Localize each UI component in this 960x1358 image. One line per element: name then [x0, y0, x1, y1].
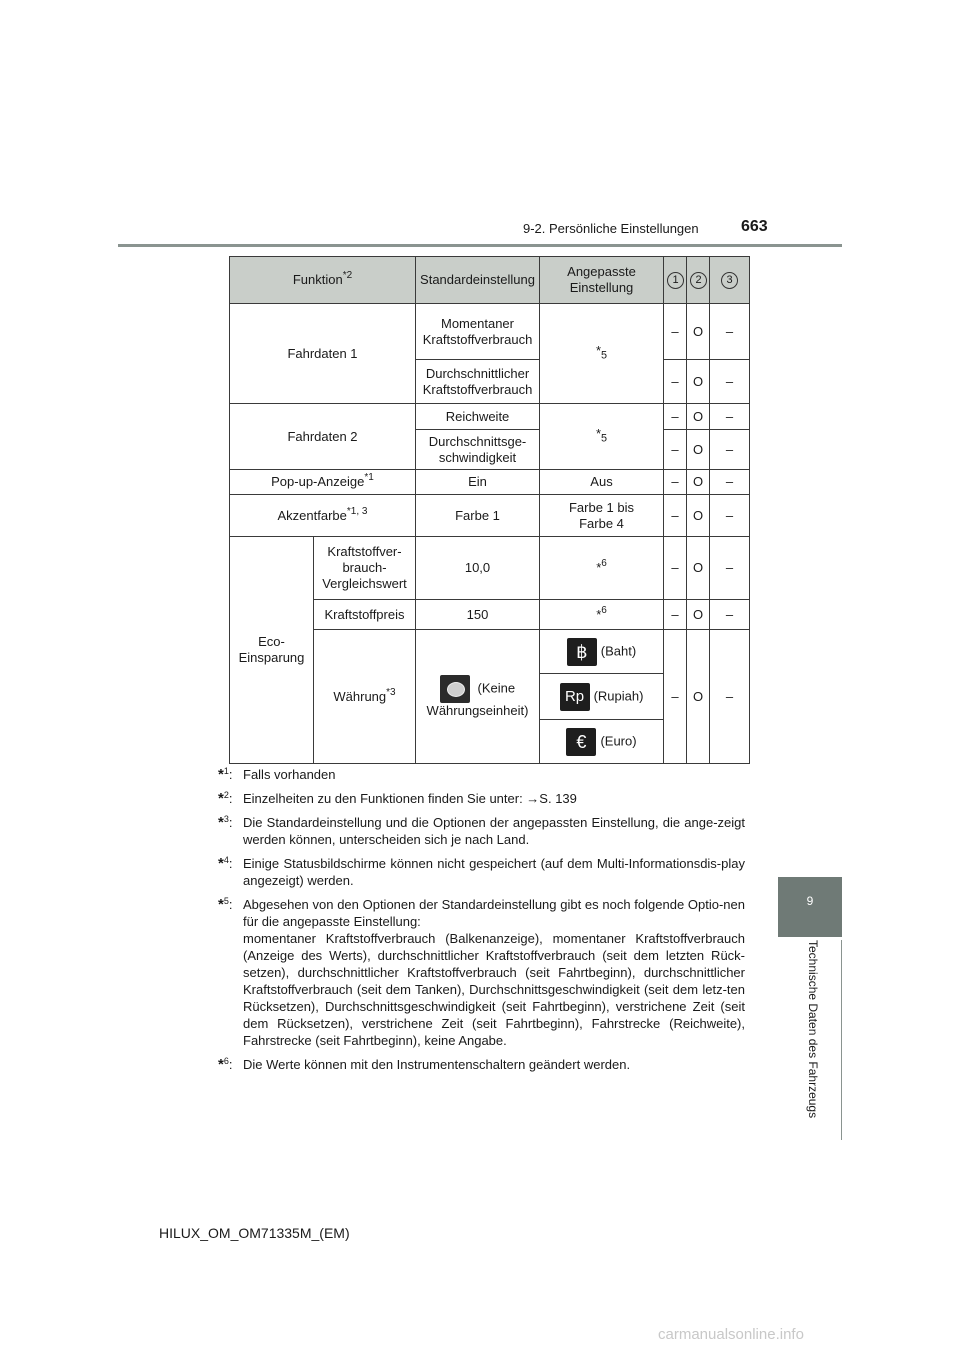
currency-rupiah: Rp (Rupiah)	[540, 674, 664, 720]
chapter-label: Technische Daten des Fahrzeugs	[806, 940, 820, 1119]
cell-dash: –	[710, 470, 750, 495]
chapter-tab[interactable]	[778, 877, 842, 937]
cell-o: O	[687, 304, 710, 360]
footnote: *$^3$: Die Standardeinstellung und die Optionen der angepassten Einstellung, die ange-zeigt werden können, unterscheiden sich je nach Land.	[218, 814, 745, 847]
footnote: *$^5$: Abgesehen von den Optionen der Standardeinstellung gibt es noch folgende Optio-nen für die angepasste Einstellung: momentaner Kraftstoffverbrauch (Balkenanzeige), momentaner Kraftstoffverbrauch (Anzeige des Werts), durchschnittlicher Kraftstoffverbrauch (seit dem letzten Rück-setzen), durchschnittlicher Kraftstoffverbrauch (seit Fahrtbeginn), durchschnittlicher Kraftstoffverbrauch (seit dem Tanken), Durchschnittsgeschwindigkeit (seit dem letz-ten Rücksetzen), Durchschnittsgeschwindigkeit (seit Fahrtbeginn), verstrichene Zeit (seit dem Rücksetzen), verstrichene Zeit (seit Fahrtbeginn), Fahrstrecke (Reichweite), Fahrstrecke (seit Fahrtbeginn), keine Angabe.	[218, 896, 745, 1048]
fahrdaten1-default-1: Momentaner Kraftstoffverbrauch	[416, 304, 540, 360]
cell-o: O	[687, 630, 710, 764]
eco-vergleich-custom: *$^6$	[540, 537, 664, 600]
header-col-2: 2	[687, 257, 710, 304]
cell-dash: –	[710, 495, 750, 537]
side-rule	[841, 940, 842, 1140]
akzent-default: Farbe 1	[416, 495, 540, 537]
footnote: *$^6$: Die Werte können mit den Instrumentenschaltern geändert werden.	[218, 1056, 631, 1073]
cell-dash: –	[664, 360, 687, 404]
section-title: 9-2. Persönliche Einstellungen	[523, 221, 699, 236]
cell-dash: –	[664, 404, 687, 430]
fahrdaten1-label: Fahrdaten 1	[230, 304, 416, 404]
fahrdaten1-custom: $*_5$	[540, 304, 664, 404]
eco-preis-label: Kraftstoffpreis	[314, 600, 416, 630]
footer-code: HILUX_OM_OM71335M_(EM)	[159, 1225, 350, 1241]
cell-dash: –	[664, 600, 687, 630]
footnote: *$^2$: Einzelheiten zu den Funktionen finden Sie unter: →S. 139	[218, 790, 577, 807]
popup-label: Pop-up-Anzeige$^{*1}$	[230, 470, 416, 495]
cell-o: O	[687, 537, 710, 600]
cell-o: O	[687, 360, 710, 404]
fahrdaten2-label: Fahrdaten 2	[230, 404, 416, 470]
cell-o: O	[687, 404, 710, 430]
table-header-row	[230, 257, 750, 304]
currency-baht: ฿ (Baht)	[540, 630, 664, 674]
currency-euro: € (Euro)	[540, 720, 664, 764]
eco-label: Eco- Einsparung	[230, 537, 314, 764]
eco-waehrung-default: (Keine Währungseinheit)	[416, 630, 540, 764]
rupiah-icon: Rp	[560, 683, 590, 711]
cell-dash: –	[664, 630, 687, 764]
cell-dash: –	[664, 430, 687, 470]
header-rule	[118, 244, 842, 247]
footnote: *$^1$: Falls vorhanden	[218, 766, 336, 783]
akzent-label: Akzentfarbe$^{*1, 3}$	[230, 495, 416, 537]
fahrdaten2-default-2: Durchschnittsge- schwindigkeit	[416, 430, 540, 470]
cell-dash: –	[710, 304, 750, 360]
cell-dash: –	[710, 430, 750, 470]
header-custom: Angepasste Einstellung	[540, 257, 664, 304]
cell-dash: –	[664, 304, 687, 360]
cell-dash: –	[664, 495, 687, 537]
euro-icon: €	[566, 728, 596, 756]
table-row	[230, 537, 750, 600]
akzent-custom: Farbe 1 bis Farbe 4	[540, 495, 664, 537]
fahrdaten1-default-2: Durchschnittlicher Kraftstoffverbrauch	[416, 360, 540, 404]
header-default: Standardeinstellung	[416, 257, 540, 304]
coins-icon	[440, 675, 470, 703]
cell-dash: –	[664, 470, 687, 495]
footnote: *$^4$: Einige Statusbildschirme können nicht gespeichert (auf dem Multi-Informationsdis-play angezeigt) werden.	[218, 855, 745, 888]
fahrdaten2-default-1: Reichweite	[416, 404, 540, 430]
header-col-1: 1	[664, 257, 687, 304]
eco-preis-custom: *$^6$	[540, 600, 664, 630]
header-col-3: 3	[710, 257, 750, 304]
cell-dash: –	[710, 630, 750, 764]
watermark[interactable]: carmanualsonline.info	[658, 1326, 804, 1343]
eco-preis-default: 150	[416, 600, 540, 630]
cell-dash: –	[710, 537, 750, 600]
cell-o: O	[687, 470, 710, 495]
header-function: Funktion$^{*2}$	[230, 257, 416, 304]
chapter-number: 9	[806, 894, 814, 908]
table-row	[230, 495, 750, 537]
table-row	[230, 470, 750, 495]
popup-default: Ein	[416, 470, 540, 495]
table-row	[230, 304, 750, 360]
footnotes	[218, 766, 745, 1080]
page-number: 663	[741, 218, 768, 235]
cell-o: O	[687, 430, 710, 470]
settings-table	[229, 256, 750, 764]
cell-o: O	[687, 600, 710, 630]
eco-waehrung-label: Währung$^{*3}$	[314, 630, 416, 764]
eco-vergleich-default: 10,0	[416, 537, 540, 600]
cell-dash: –	[710, 360, 750, 404]
cell-dash: –	[710, 404, 750, 430]
popup-custom: Aus	[540, 470, 664, 495]
cell-o: O	[687, 495, 710, 537]
eco-vergleich-label: Kraftstoffver- brauch- Vergleichswert	[314, 537, 416, 600]
baht-icon: ฿	[567, 638, 597, 666]
cell-dash: –	[664, 537, 687, 600]
cell-dash: –	[710, 600, 750, 630]
fahrdaten2-custom: $*_5$	[540, 404, 664, 470]
table-row	[230, 404, 750, 430]
